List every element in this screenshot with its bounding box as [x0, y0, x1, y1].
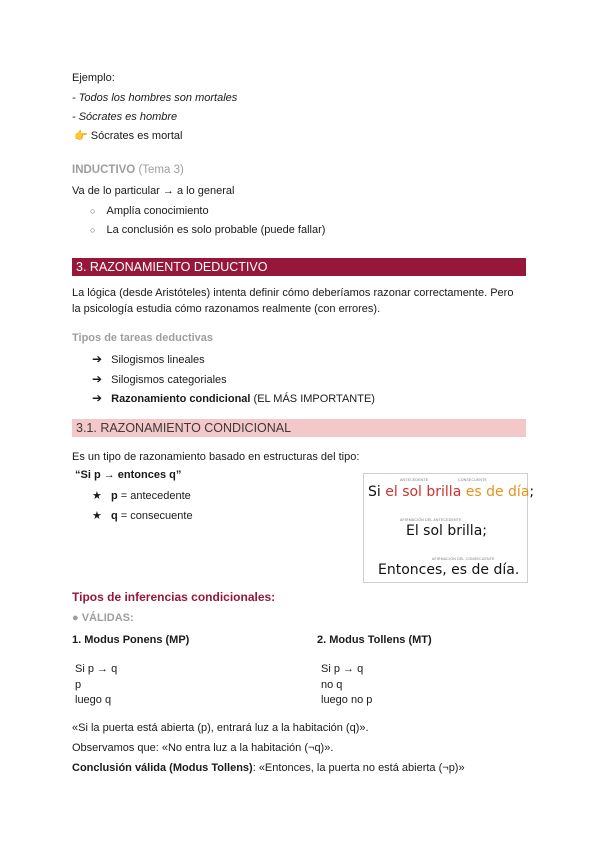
list-item [90, 205, 209, 217]
definition-text: = antecedente [117, 490, 191, 502]
example-conclusion [74, 129, 182, 142]
inductivo-title: INDUCTIVO [72, 164, 136, 176]
section-3-1-heading [72, 419, 526, 437]
figure-label-consequent: CONSECUENTE [458, 478, 488, 482]
modus-ponens-title: 1. Modus Ponens (MP) [72, 634, 190, 646]
example-2-conclusion-label: Conclusión válida (Modus Tollens) [72, 762, 253, 774]
list-item-text: Amplía conocimiento [106, 205, 209, 217]
section-3-1-title: 3.1. RAZONAMIENTO CONDICIONAL [76, 421, 292, 435]
inferences-title: Tipos de inferencias condicionales: [72, 590, 276, 604]
mp-line-2: p [75, 679, 82, 691]
section-3-1-intro: Es un tipo de razonamiento basado en estructuras del tipo: [72, 451, 360, 463]
figure-line-1-antecedent: el sol brilla [385, 484, 462, 500]
mp-line-3: luego q [75, 694, 112, 706]
list-item-text: Silogismos categoriales [111, 374, 227, 386]
arrow-bullet-icon: ➔ [92, 352, 103, 366]
star-bullet-icon: ★ [92, 510, 102, 522]
figure-line-3: Entonces, es de día. [378, 562, 520, 578]
inductivo-heading [72, 164, 184, 176]
example-2-line-2: Observamos que: «No entra luz a la habitación (¬q)». [72, 742, 334, 754]
circle-bullet-icon: ○ [90, 206, 96, 216]
list-item-text: Silogismos lineales [111, 354, 205, 366]
section-3-paragraph-line-1: La lógica (desde Aristóteles) intenta definir cómo deberíamos razonar correctamente. Pero [72, 287, 514, 299]
variable-p: p [110, 490, 118, 502]
list-item-text: Razonamiento condicional [111, 393, 251, 405]
list-item [92, 372, 227, 386]
variable-q: q [110, 510, 118, 522]
modus-tollens-title: 2. Modus Tollens (MT) [317, 634, 432, 646]
example-heading: Ejemplo: [72, 72, 115, 84]
section-3-title: 3. RAZONAMIENTO DEDUCTIVO [76, 260, 268, 274]
arrow-bullet-icon: ➔ [92, 372, 103, 386]
figure-line-1-semicolon: ; [529, 484, 535, 500]
pointing-hand-icon: 👉 [74, 130, 88, 142]
list-item [92, 509, 193, 522]
conditional-example-figure [363, 473, 535, 583]
circle-bullet-icon: ○ [90, 225, 96, 235]
definition-text: = consecuente [117, 510, 193, 522]
list-item [92, 489, 191, 502]
section-3-paragraph-line-2: la psicología estudia cómo razonamos realmente (con errores). [72, 303, 381, 315]
tasks-title: Tipos de tareas deductivas [72, 332, 214, 344]
list-item [90, 224, 325, 236]
inductivo-topic: (Tema 3) [138, 164, 184, 176]
star-bullet-icon: ★ [92, 490, 102, 502]
list-item [92, 391, 375, 405]
conditional-structure: “Si p → entonces q” [75, 469, 182, 481]
example-conclusion-text: Sócrates es mortal [90, 130, 183, 142]
figure-line-1-consequent: es de día [461, 484, 530, 500]
figure-line-1 [368, 484, 534, 500]
arrow-bullet-icon: ➔ [92, 391, 103, 405]
example-2-conclusion [72, 762, 465, 774]
mt-line-1: Si p → q [321, 663, 364, 675]
figure-label-antecedent: ANTECEDENTE [400, 478, 429, 482]
figure-label-middle: AFIRMACIÓN DEL ANTECEDENTE [400, 518, 462, 522]
list-item [92, 352, 205, 366]
list-item-suffix: (EL MÁS IMPORTANTE) [250, 393, 375, 405]
figure-line-1-if: Si [368, 484, 386, 500]
example-2-line-1: «Si la puerta está abierta (p), entrará luz a la habitación (q)». [72, 722, 369, 734]
mt-line-2: no q [321, 679, 343, 691]
figure-label-bottom: AFIRMACIÓN DEL CONSECUENTE [432, 557, 495, 561]
figure-line-2: El sol brilla; [406, 523, 487, 539]
example-2-conclusion-text: : «Entonces, la puerta no está abierta (¬p)» [252, 762, 465, 774]
example-premise-1: - Todos los hombres son mortales [72, 92, 238, 104]
inductivo-description: Va de lo particular → a lo general [72, 185, 235, 197]
valid-label: ● VÁLIDAS: [72, 612, 134, 624]
mt-line-3: luego no p [321, 694, 373, 706]
list-item-text: La conclusión es solo probable (puede fallar) [106, 224, 326, 236]
section-3-heading [72, 258, 526, 276]
example-premise-2: - Sócrates es hombre [72, 111, 178, 123]
mp-line-1: Si p → q [75, 663, 118, 675]
